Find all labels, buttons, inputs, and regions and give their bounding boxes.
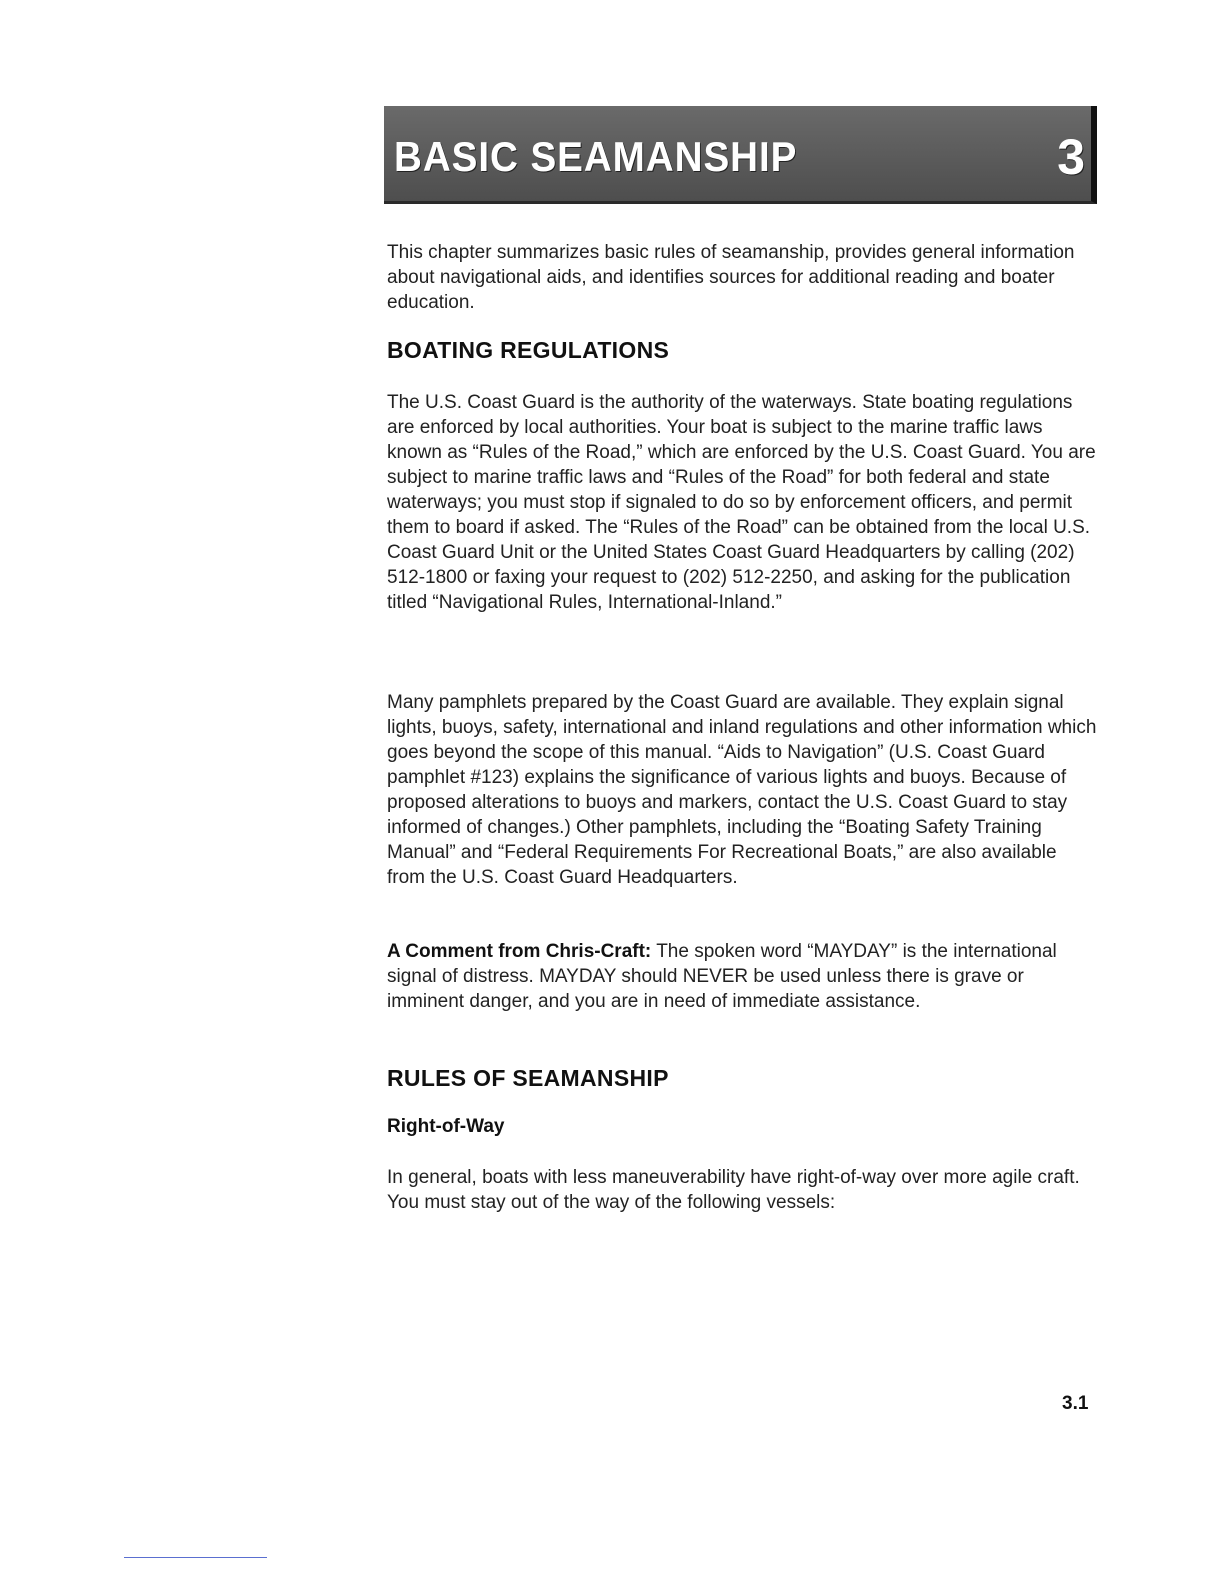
footer-divider <box>124 1557 267 1558</box>
comment-label: A Comment from Chris-Craft: <box>387 941 652 962</box>
boating-regulations-heading: BOATING REGULATIONS <box>387 337 670 363</box>
comment-text: The spoken word “MAYDAY” is the international signal of distress. MAYDAY should NEVER be used unless there is grave or imminent danger, and you are in need of immediate assistance. <box>387 941 1057 1012</box>
right-of-way-paragraph: In general, boats with less maneuverability have right-of-way over more agile craft. You must stay out of the way of the following vessels: <box>387 1167 1080 1213</box>
chapter-number: 3 <box>1057 129 1085 185</box>
regulations-paragraph: The U.S. Coast Guard is the authority of the waterways. State boating regulations are enforced by local authorities. Your boat is subject to the marine traffic laws known as “Rules of the Road,” which are enforced by the U.S. Coast Guard. You are subject to marine traffic laws and “Rules of the Road” for both federal and state waterways; you must stop if signaled to do so by enforcement officers, and permit them to board if asked. The “Rules of the Road” can be obtained from the local U.S. Coast Guard Unit or the United States Coast Guard Headquarters by calling (202) 512-1800 or faxing your request to (202) 512-2250, and asking for the publication titled “Navigational Rules, International-Inland.” <box>387 392 1096 613</box>
chapter-title: BASIC SEAMANSHIP <box>394 133 798 180</box>
pamphlets-paragraph: Many pamphlets prepared by the Coast Guard are available. They explain signal lights, buoys, safety, international and inland regulations and other information which goes beyond the scope of this manual. “Aids to Navigation” (U.S. Coast Guard pamphlet #123) explains the significance of various lights and buoys. Because of proposed alterations to buoys and markers, contact the U.S. Coast Guard to stay informed of changes.) Other pamphlets, including the “Boating Safety Training Manual” and “Federal Requirements For Recreational Boats,” are also available from the U.S. Coast Guard Headquarters. <box>387 692 1097 888</box>
rules-of-seamanship-heading: RULES OF SEAMANSHIP <box>387 1065 669 1091</box>
chris-craft-comment <box>387 939 1099 1014</box>
right-of-way-subheading: Right-of-Way <box>387 1116 505 1137</box>
intro-paragraph: This chapter summarizes basic rules of seamanship, provides general information about navigational aids, and identifies sources for additional reading and boater education. <box>387 242 1075 313</box>
page-number: 3.1 <box>1062 1393 1089 1414</box>
chapter-banner <box>384 106 1097 204</box>
